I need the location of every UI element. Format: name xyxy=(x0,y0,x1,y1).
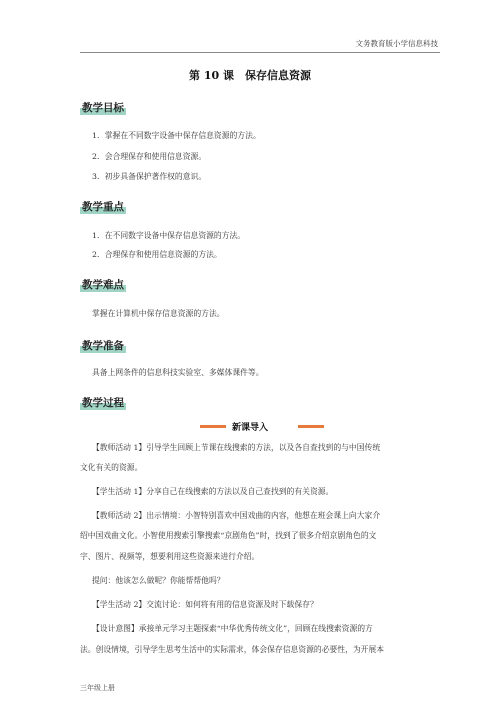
lesson-title: 第 10 课 保存信息资源 xyxy=(189,69,311,82)
process-line: 法。创设情境，引导学生思考生活中的实际需求，体会保存信息资源的必要性，为开展本 xyxy=(80,645,385,654)
goal-item: 3．初步具备保护著作权的意识。 xyxy=(92,172,207,181)
section-heading-preparation xyxy=(80,338,126,354)
process-line: 【教师活动 2】出示情境：小智特别喜欢中国戏曲的内容，他想在班会课上向大家介 xyxy=(92,511,381,520)
section-heading-text: 教学目标 xyxy=(82,102,124,114)
process-line: 【学生活动 2】交流讨论：如何将有用的信息资源及时下载保存？ xyxy=(92,600,318,609)
section-heading-goals xyxy=(80,100,126,116)
accent-bar-right xyxy=(298,425,324,428)
process-line: 文化有关的资源。 xyxy=(80,463,143,472)
preparation-text: 具备上网条件的信息科技实验室、多媒体课件等。 xyxy=(92,368,264,377)
section-heading-text: 教学重点 xyxy=(82,201,124,213)
process-line: 【学生活动 1】分享自己在线搜索的方法以及自己查找到的有关资源。 xyxy=(92,487,334,496)
goal-item: 1．掌握在不同数字设备中保存信息资源的方法。 xyxy=(92,131,261,140)
section-heading-text: 教学准备 xyxy=(82,340,124,352)
process-line: 绍中国戏曲文化。小智使用搜索引擎搜索“京剧角色”时，找到了很多介绍京剧角色的文 xyxy=(80,531,377,540)
header-divider xyxy=(80,52,440,53)
process-line: 字、图片、视频等，想要利用这些资源来进行介绍。 xyxy=(80,552,260,561)
section-heading-text: 教学过程 xyxy=(82,397,124,409)
key-point-item: 1．在不同数字设备中保存信息资源的方法。 xyxy=(92,231,246,240)
process-line: 【设计意图】承接单元学习主题探索“中华优秀传统文化”，回顾在线搜索资源的方 xyxy=(92,624,373,633)
section-heading-text: 教学难点 xyxy=(82,279,124,291)
publisher-header: 文务教育版小学信息科技 xyxy=(355,39,438,48)
difficulty-text: 掌握在计算机中保存信息资源的方法。 xyxy=(92,309,225,318)
section-heading-process xyxy=(80,395,126,411)
process-line: 提问：他该怎么做呢？你能帮帮他吗？ xyxy=(92,576,225,585)
process-line: 【教师活动 1】引导学生回顾上节课在线搜索的方法，以及各自查找到的与中国传统 xyxy=(92,443,381,452)
footer-grade: 三年级上册 xyxy=(80,684,115,692)
section-heading-difficulties xyxy=(80,277,126,293)
goal-item: 2．会合理保存和使用信息资源。 xyxy=(92,152,207,161)
key-point-item: 2．合理保存和使用信息资源的方法。 xyxy=(92,250,222,259)
section-heading-key-points xyxy=(80,199,126,215)
subsection-title: 新课导入 xyxy=(231,423,268,433)
